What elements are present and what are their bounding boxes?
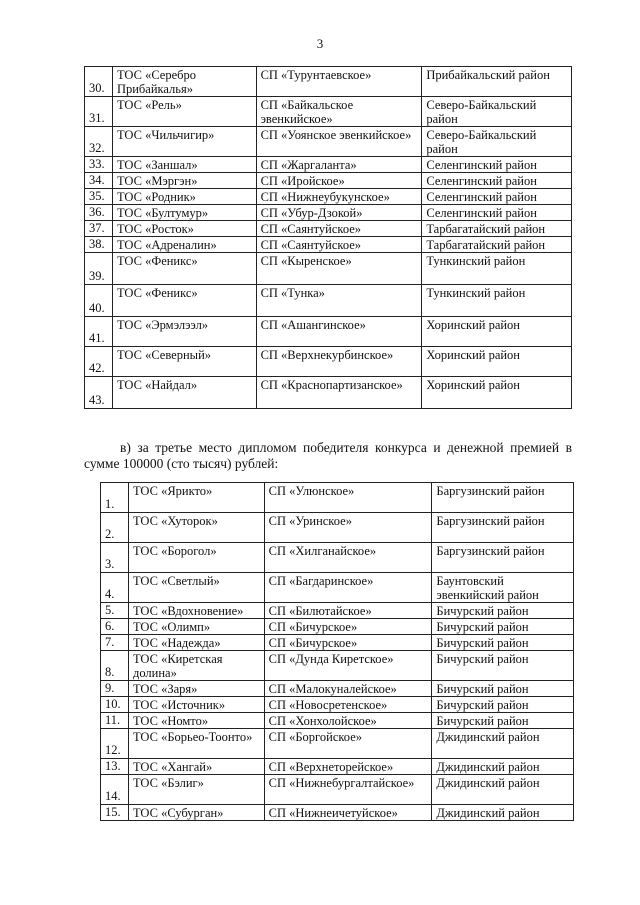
district-cell: Бичурский район [432, 681, 574, 697]
tos-name-cell: ТОС «Источник» [128, 697, 264, 713]
district-cell: Селенгинский район [422, 173, 572, 189]
district-cell: Селенгинский район [422, 189, 572, 205]
third-place-paragraph [84, 440, 572, 472]
table-row [85, 189, 572, 205]
table-row [101, 513, 574, 543]
tos-name-cell: ТОС «Светлый» [128, 573, 264, 603]
table-row [85, 377, 572, 409]
settlement-cell: СП «Жаргаланта» [256, 157, 422, 173]
district-cell: Баргузинский район [432, 543, 574, 573]
table-row [101, 651, 574, 681]
table-row [85, 221, 572, 237]
tos-name-cell: ТОС «Борогол» [128, 543, 264, 573]
tos-name-cell: ТОС «Адреналин» [112, 237, 256, 253]
district-cell: Тункинский район [422, 285, 572, 317]
tos-name-cell: ТОС «Заря» [128, 681, 264, 697]
row-number-cell: 30. [85, 67, 113, 97]
district-cell: Бичурский район [432, 713, 574, 729]
district-cell: Прибайкальский район [422, 67, 572, 97]
table-row [101, 775, 574, 805]
tos-name-cell: ТОС «Олимп» [128, 619, 264, 635]
settlement-cell: СП «Байкальское эвенкийское» [256, 97, 422, 127]
tos-name-cell: ТОС «Субурган» [128, 805, 264, 821]
row-number-cell: 5. [101, 603, 129, 619]
tos-name-cell: ТОС «Рель» [112, 97, 256, 127]
district-cell: Джидинский район [432, 729, 574, 759]
settlement-cell: СП «Уоянское эвенкийское» [256, 127, 422, 157]
table-row [85, 127, 572, 157]
settlement-cell: СП «Хонхолойское» [264, 713, 432, 729]
settlement-cell: СП «Нижнеичетуйское» [264, 805, 432, 821]
tos-name-cell: ТОС «Бултумур» [112, 205, 256, 221]
district-cell: Джидинский район [432, 805, 574, 821]
row-number-cell: 33. [85, 157, 113, 173]
table-row [101, 619, 574, 635]
settlement-cell: СП «Дунда Киретское» [264, 651, 432, 681]
tos-name-cell: ТОС «Номто» [128, 713, 264, 729]
settlement-cell: СП «Тунка» [256, 285, 422, 317]
district-cell: Тарбагатайский район [422, 221, 572, 237]
table-row [85, 67, 572, 97]
table-row [101, 713, 574, 729]
row-number-cell: 41. [85, 317, 113, 347]
settlement-cell: СП «Саянтуйское» [256, 221, 422, 237]
tos-name-cell: ТОС «Заншал» [112, 157, 256, 173]
district-cell: Бичурский район [432, 651, 574, 681]
table-row [101, 543, 574, 573]
row-number-cell: 1. [101, 483, 129, 513]
row-number-cell: 3. [101, 543, 129, 573]
settlement-cell: СП «Хилганайское» [264, 543, 432, 573]
row-number-cell: 7. [101, 635, 129, 651]
table-body [101, 483, 574, 821]
row-number-cell: 4. [101, 573, 129, 603]
tos-name-cell: ТОС «Эрмэлээл» [112, 317, 256, 347]
table-row [85, 157, 572, 173]
tos-name-cell: ТОС «Хуторок» [128, 513, 264, 543]
settlement-cell: СП «Верхнекурбинское» [256, 347, 422, 377]
row-number-cell: 40. [85, 285, 113, 317]
tos-name-cell: ТОС «Мэргэн» [112, 173, 256, 189]
settlement-cell: СП «Уринское» [264, 513, 432, 543]
row-number-cell: 2. [101, 513, 129, 543]
row-number-cell: 34. [85, 173, 113, 189]
settlement-cell: СП «Бичурское» [264, 619, 432, 635]
row-number-cell: 39. [85, 253, 113, 285]
table-row [101, 759, 574, 775]
district-cell: Бичурский район [432, 697, 574, 713]
row-number-cell: 31. [85, 97, 113, 127]
district-cell: Бичурский район [432, 635, 574, 651]
tos-name-cell: ТОС «Ярикто» [128, 483, 264, 513]
row-number-cell: 37. [85, 221, 113, 237]
district-cell: Баргузинский район [432, 513, 574, 543]
settlement-cell: СП «Боргойское» [264, 729, 432, 759]
tos-name-cell: ТОС «Надежда» [128, 635, 264, 651]
table-row [101, 483, 574, 513]
table-row [85, 237, 572, 253]
tos-name-cell: ТОС «Киретская долина» [128, 651, 264, 681]
tos-name-cell: ТОС «Хангай» [128, 759, 264, 775]
row-number-cell: 42. [85, 347, 113, 377]
tos-name-cell: ТОС «Родник» [112, 189, 256, 205]
settlement-cell: СП «Верхнеторейское» [264, 759, 432, 775]
tos-name-cell: ТОС «Найдал» [112, 377, 256, 409]
row-number-cell: 12. [101, 729, 129, 759]
settlement-cell: СП «Нижнеубукунское» [256, 189, 422, 205]
winners-table-second-place [84, 66, 572, 409]
settlement-cell: СП «Краснопартизанское» [256, 377, 422, 409]
tos-name-cell: ТОС «Росток» [112, 221, 256, 237]
row-number-cell: 43. [85, 377, 113, 409]
table-row [101, 681, 574, 697]
table-row [85, 205, 572, 221]
row-number-cell: 9. [101, 681, 129, 697]
tos-name-cell: ТОС «Феникс» [112, 253, 256, 285]
table-body [85, 67, 572, 409]
district-cell: Селенгинский район [422, 205, 572, 221]
table-row [85, 97, 572, 127]
district-cell: Тарбагатайский район [422, 237, 572, 253]
district-cell: Бичурский район [432, 619, 574, 635]
table-row [85, 285, 572, 317]
table-row [101, 697, 574, 713]
table-row [101, 635, 574, 651]
table-row [85, 253, 572, 285]
settlement-cell: СП «Бичурское» [264, 635, 432, 651]
row-number-cell: 35. [85, 189, 113, 205]
table-row [85, 317, 572, 347]
table-row [101, 573, 574, 603]
row-number-cell: 36. [85, 205, 113, 221]
settlement-cell: СП «Ашангинское» [256, 317, 422, 347]
tos-name-cell: ТОС «Серебро Прибайкалья» [112, 67, 256, 97]
district-cell: Джидинский район [432, 775, 574, 805]
district-cell: Селенгинский район [422, 157, 572, 173]
page-number: 3 [316, 36, 324, 51]
paragraph-text: в) за третье место дипломом победителя конкурса и денежной премией в сумме 100000 (сто тысяч) рублей: [84, 440, 572, 471]
tos-name-cell: ТОС «Северный» [112, 347, 256, 377]
row-number-cell: 14. [101, 775, 129, 805]
table-row [85, 347, 572, 377]
district-cell: Бичурский район [432, 603, 574, 619]
table-row [85, 173, 572, 189]
row-number-cell: 11. [101, 713, 129, 729]
settlement-cell: СП «Багдаринское» [264, 573, 432, 603]
row-number-cell: 32. [85, 127, 113, 157]
table-row [101, 603, 574, 619]
tos-name-cell: ТОС «Борьео-Тоонто» [128, 729, 264, 759]
district-cell: Баунтовский эвенкийский район [432, 573, 574, 603]
settlement-cell: СП «Билютайское» [264, 603, 432, 619]
row-number-cell: 6. [101, 619, 129, 635]
settlement-cell: СП «Убур-Дзокой» [256, 205, 422, 221]
district-cell: Хоринский район [422, 317, 572, 347]
tos-name-cell: ТОС «Чильчигир» [112, 127, 256, 157]
row-number-cell: 38. [85, 237, 113, 253]
district-cell: Хоринский район [422, 377, 572, 409]
district-cell: Северо-Байкальский район [422, 97, 572, 127]
row-number-cell: 15. [101, 805, 129, 821]
district-cell: Хоринский район [422, 347, 572, 377]
tos-name-cell: ТОС «Вдохновение» [128, 603, 264, 619]
row-number-cell: 13. [101, 759, 129, 775]
district-cell: Джидинский район [432, 759, 574, 775]
table-row [101, 729, 574, 759]
settlement-cell: СП «Нижнебургалтайское» [264, 775, 432, 805]
settlement-cell: СП «Малокуналейское» [264, 681, 432, 697]
settlement-cell: СП «Саянтуйское» [256, 237, 422, 253]
settlement-cell: СП «Улюнское» [264, 483, 432, 513]
tos-name-cell: ТОС «Феникс» [112, 285, 256, 317]
tos-name-cell: ТОС «Бэлиг» [128, 775, 264, 805]
row-number-cell: 8. [101, 651, 129, 681]
settlement-cell: СП «Кыренское» [256, 253, 422, 285]
settlement-cell: СП «Турунтаевское» [256, 67, 422, 97]
table-row [101, 805, 574, 821]
settlement-cell: СП «Новосретенское» [264, 697, 432, 713]
settlement-cell: СП «Иройское» [256, 173, 422, 189]
row-number-cell: 10. [101, 697, 129, 713]
district-cell: Баргузинский район [432, 483, 574, 513]
winners-table-third-place [100, 482, 574, 821]
district-cell: Тункинский район [422, 253, 572, 285]
district-cell: Северо-Байкальский район [422, 127, 572, 157]
